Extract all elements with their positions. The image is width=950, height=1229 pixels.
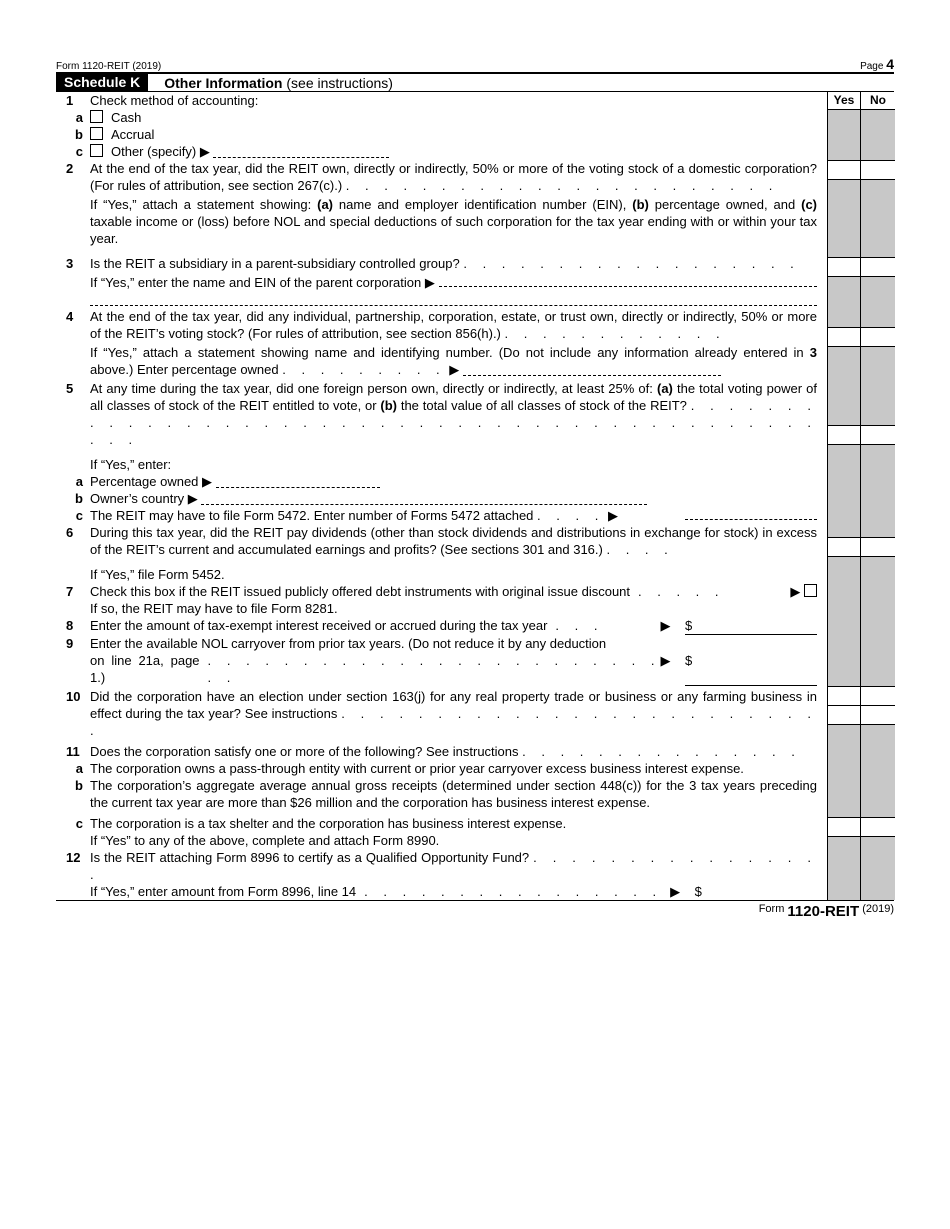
yes-box-11[interactable] xyxy=(828,705,860,725)
line-1a: a Cash xyxy=(75,110,142,125)
no-box-4[interactable] xyxy=(861,327,895,347)
yes-box-3[interactable] xyxy=(828,257,860,277)
no-column xyxy=(860,92,895,900)
forms-5472-count-field[interactable] xyxy=(685,507,817,520)
line-1c: c Other (specify) ▶ xyxy=(56,143,827,160)
yes-box-5[interactable] xyxy=(828,425,860,445)
schedule-title: Other Information (see instructions) xyxy=(164,74,393,91)
form-page xyxy=(56,52,894,920)
line-9: 9 Enter the available NOL carryover from prior tax years. (Do not reduce it by any deduction xyxy=(66,636,607,651)
line-12-note: If “Yes,” enter amount from Form 8996, line 14 . . . . . . . . . . . . . . . . ▶ $ xyxy=(90,884,702,899)
schedule-header xyxy=(56,72,894,92)
line-7-note: If so, the REIT may have to file Form 8281. xyxy=(90,601,338,616)
no-box-10[interactable] xyxy=(861,686,895,706)
foreign-percentage-field[interactable] xyxy=(216,475,380,488)
accrual-checkbox[interactable] xyxy=(90,127,103,140)
percentage-owned-field[interactable] xyxy=(463,363,721,376)
line-6: 6 During this tax year, did the REIT pay dividends (other than stock dividends and distributions in exchange for stock) in excess of the REIT’s current and accumulated earnings and profits? (See sections 301 and 316.) . . . . xyxy=(66,525,817,557)
page-footer: Form 1120-REIT (2019) xyxy=(758,903,894,920)
yes-box-2[interactable] xyxy=(828,160,860,180)
no-column-header: No xyxy=(861,92,895,110)
line-11: 11 Does the corporation satisfy one or more of the following? See instructions . . . . . . . . . . . . . . . xyxy=(66,744,801,759)
oid-checkbox[interactable] xyxy=(804,584,817,597)
yes-column xyxy=(827,92,860,900)
line-3: 3 Is the REIT a subsidiary in a parent-subsidiary controlled group? . . . . . . . . . . . . . . . . . . xyxy=(66,256,800,271)
line-11c: c The corporation is a tax shelter and the corporation has business interest expense. xyxy=(75,816,567,831)
form-label: Form 1120-REIT (2019) xyxy=(56,61,162,72)
tax-exempt-interest-field[interactable]: $ xyxy=(685,617,817,635)
schedule-tag: Schedule K xyxy=(56,74,148,91)
line-1b: b Accrual xyxy=(75,127,155,142)
line-5b: b Owner’s country ▶ xyxy=(56,490,827,507)
line-2: 2 At the end of the tax year, did the REIT own, directly or indirectly, 50% or more of the voting stock of a domestic corporation? (For rules of attribution, see section 267(c).) . . . . . . . . . . . . . . . . . . . . . . . xyxy=(66,161,817,193)
line-7: 7 Check this box if the REIT issued publicly offered debt instruments with original issue discount . . . . . ▶ xyxy=(56,583,827,600)
parent-corporation-field-2[interactable] xyxy=(90,293,817,306)
no-box-2[interactable] xyxy=(861,160,895,180)
line-5c: c The REIT may have to file Form 5472. Enter number of Forms 5472 attached . . . . ▶ xyxy=(56,507,827,524)
yes-column-header: Yes xyxy=(828,92,860,110)
parent-corporation-field[interactable] xyxy=(439,274,817,287)
line-6-note: If “Yes,” file Form 5452. xyxy=(90,567,225,582)
yes-box-6[interactable] xyxy=(828,537,860,557)
page-header xyxy=(56,52,894,72)
line-5: 5 At any time during the tax year, did one foreign person own, directly or indirectly, at least 25% of: (a) the total voting power of all classes of stock of the REIT entitled to vote, or (b) the total value of all classes of stock of the REIT? . . . . . . . . . . . . . . . . . . . . . . . . . . . . . . . . . . . . . . . . . . . . . . . . xyxy=(66,381,817,447)
line-10: 10 Did the corporation have an election under section 163(j) for any real property trade or business or any farming business in effect during the tax year? See instructions . . . . . . . . . . . . . . . . . . . . . . . . . . xyxy=(66,689,817,738)
schedule-content xyxy=(56,92,827,900)
line-12: 12 Is the REIT attaching Form 8996 to certify as a Qualified Opportunity Fund? . . . . . . . . . . . . . . . . xyxy=(66,850,817,882)
answer-columns xyxy=(827,92,894,900)
other-specify-field[interactable] xyxy=(213,145,389,158)
line-9-cont: on line 21a, page 1.) . . . . . . . . . . . . . . . . . . . . . . . . . . ▶ $ xyxy=(56,652,827,686)
line-11b: b The corporation’s aggregate average annual gross receipts (determined under section 448(c)) for the 3 tax years preceding the current tax year are more than $26 million and the corporation has business interest expense. xyxy=(75,778,817,810)
cash-checkbox[interactable] xyxy=(90,110,103,123)
no-box-11[interactable] xyxy=(861,705,895,725)
page-number: Page 4 xyxy=(860,56,894,72)
line-1: 1 Check method of accounting: xyxy=(66,93,259,108)
line-2-note: If “Yes,” attach a statement showing: (a) name and employer identification number (EIN), (b) percentage owned, and (c) taxable income or (loss) before NOL and special deductions of such corporation for the tax year ending with or within your tax year. xyxy=(90,197,818,246)
no-box-3[interactable] xyxy=(861,257,895,277)
line-8: 8 Enter the amount of tax-exempt interest received or accrued during the tax year . . . ▶ $ xyxy=(56,617,827,635)
line-11a: a The corporation owns a pass-through entity with current or prior year carryover excess business interest expense. xyxy=(75,761,744,776)
line-5a: a Percentage owned ▶ xyxy=(56,473,827,490)
nol-carryover-field[interactable]: $ xyxy=(685,652,817,686)
line-4: 4 At the end of the tax year, did any individual, partnership, corporation, estate, or trust own, directly or indirectly, 50% or more of the REIT’s voting stock? (For rules of attribution, see section 856(h).) . . . . . . . . . . . . xyxy=(66,309,817,341)
line-3-note: If “Yes,” enter the name and EIN of the parent corporation ▶ xyxy=(56,274,827,291)
other-checkbox[interactable] xyxy=(90,144,103,157)
owner-country-field[interactable] xyxy=(201,492,647,505)
yes-box-12[interactable] xyxy=(828,817,860,837)
no-box-5[interactable] xyxy=(861,425,895,445)
line-5-enter: If “Yes,” enter: xyxy=(90,457,172,472)
no-box-6[interactable] xyxy=(861,537,895,557)
qof-amount-field[interactable]: $ xyxy=(694,884,702,899)
line-4-note: If “Yes,” attach a statement showing name and identifying number. (Do not include any information already entered in 3 above.) Enter percentage owned . . . . . . . . . ▶ xyxy=(90,345,817,377)
yes-box-4[interactable] xyxy=(828,327,860,347)
line-11-note: If “Yes” to any of the above, complete and attach Form 8990. xyxy=(90,833,440,848)
schedule-k-body xyxy=(56,92,894,901)
no-box-12[interactable] xyxy=(861,817,895,837)
yes-box-10[interactable] xyxy=(828,686,860,706)
